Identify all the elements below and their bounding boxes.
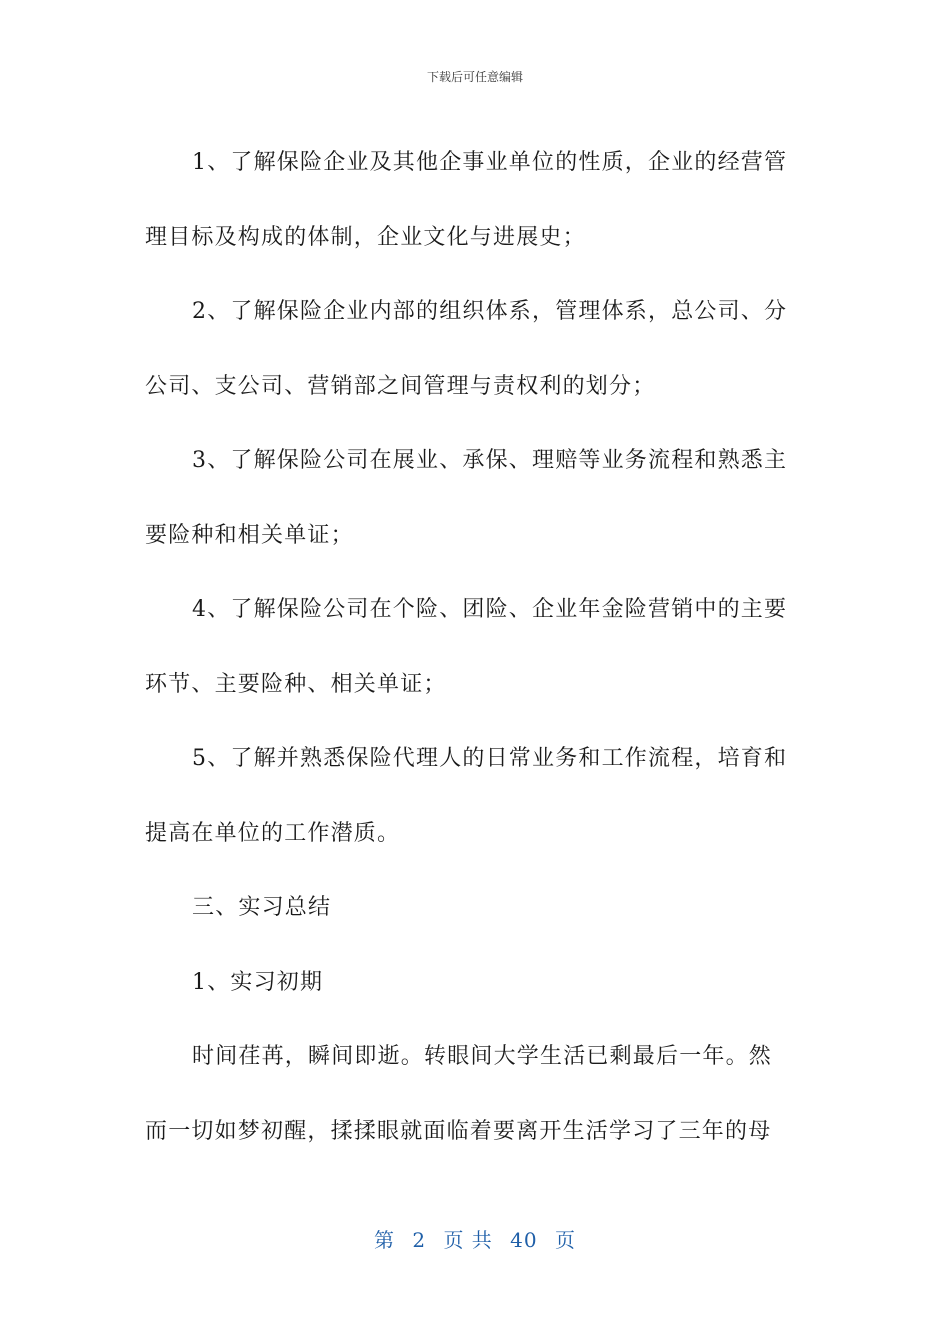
total-page-count: 40	[510, 1228, 538, 1252]
page-footer	[0, 1224, 950, 1253]
paragraph-line: 理目标及构成的体制，企业文化与进展史；	[145, 224, 586, 250]
paragraph-line: 提高在单位的工作潜质。	[145, 820, 401, 846]
paragraph-line: 1、了解保险企业及其他企事业单位的性质，企业的经营管	[192, 150, 788, 175]
paragraph-line: 环节、主要险种、相关单证；	[145, 671, 447, 697]
paragraph-line: 4、了解保险公司在个险、团险、企业年金险营销中的主要	[192, 597, 788, 622]
paragraph-line: 5、了解并熟悉保险代理人的日常业务和工作流程，培育和	[192, 746, 788, 771]
footer-middle: 页 共	[443, 1228, 493, 1252]
current-page-number: 2	[412, 1228, 427, 1252]
paragraph-line: 3、了解保险公司在展业、承保、理赔等业务流程和熟悉主	[192, 448, 788, 473]
paragraph-line: 时间荏苒，瞬间即逝。转眼间大学生活已剩最后一年。然	[192, 1044, 773, 1069]
document-body	[145, 126, 805, 1169]
header-note: 下载后可任意编辑	[426, 70, 523, 84]
paragraph-line: 而一切如梦初醒，揉揉眼就面临着要离开生活学习了三年的母	[145, 1118, 772, 1144]
subsection-heading: 1、实习初期	[192, 969, 324, 995]
paragraph-line: 要险种和相关单证；	[145, 522, 354, 548]
footer-prefix: 第	[374, 1228, 395, 1252]
footer-suffix: 页	[554, 1228, 576, 1252]
paragraph-line: 2、了解保险企业内部的组织体系，管理体系，总公司、分	[192, 299, 788, 324]
section-heading: 三、实习总结	[192, 895, 332, 920]
paragraph-line: 公司、支公司、营销部之间管理与责权利的划分；	[145, 373, 656, 399]
